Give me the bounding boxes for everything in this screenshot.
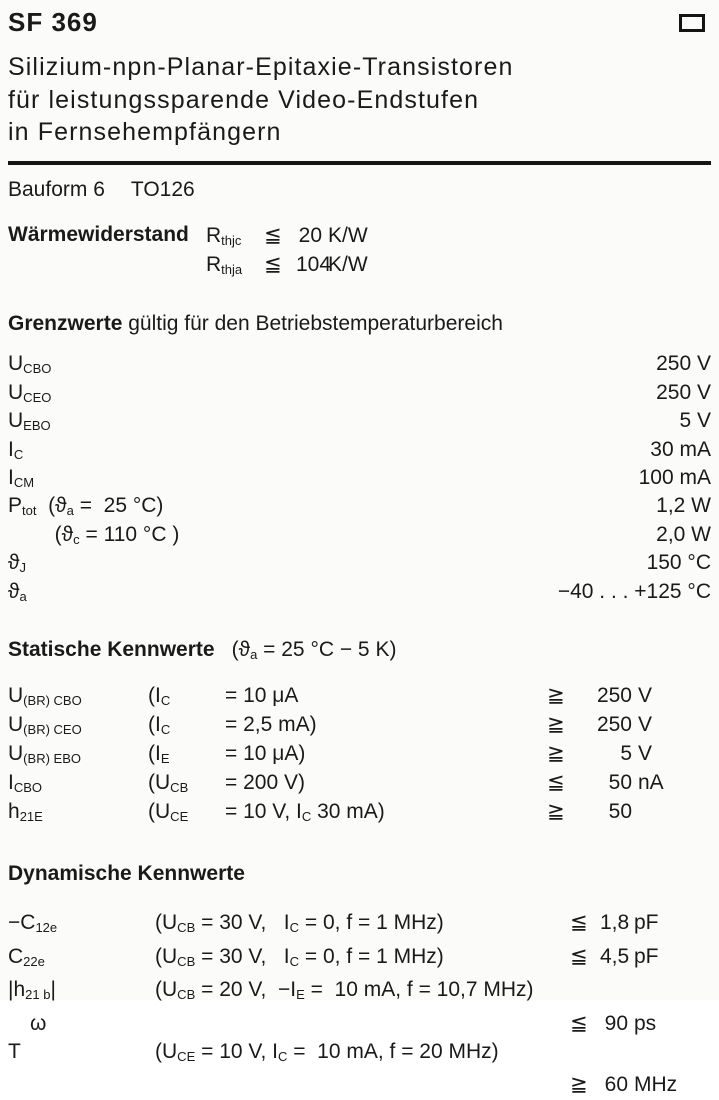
limits-heading-bold: Grenzwerte <box>8 312 123 336</box>
param-symbol: $C_{22e}$ <box>8 944 45 969</box>
param-symbol: $U_{(BR) CBO}$ <box>8 684 82 709</box>
thermal-label: Wärmewiderstand <box>8 222 189 246</box>
table-row <box>8 580 711 608</box>
table-row <box>8 800 711 829</box>
param-symbol: $R_{thja}$ <box>206 253 243 278</box>
value-unit: K/W <box>328 223 368 247</box>
param-symbol: ω <box>30 1011 47 1035</box>
value-unit: V <box>638 741 653 765</box>
package-row <box>8 178 711 202</box>
table-row <box>8 742 711 771</box>
value-number <box>600 976 628 1009</box>
table-row <box>8 1071 711 1100</box>
relation-sign: ≧ <box>547 799 565 823</box>
value-unit: MHz <box>634 1073 678 1097</box>
table-row <box>8 684 711 713</box>
condition-value: = 10 V, $I_C$ 30 mA) <box>225 799 385 824</box>
condition: ($U_{CE} = 10$ V, $I_C = 10$ mA, f = 20 MHz) <box>155 1040 499 1064</box>
table-row <box>8 494 711 522</box>
param-symbol: $ϑ_J$ <box>8 551 26 576</box>
description-line: Silizium-npn-Planar-Epitaxie-Transistoren <box>8 53 514 81</box>
static-table <box>8 684 711 828</box>
table-row <box>8 976 711 1009</box>
condition <box>155 1071 570 1100</box>
relation-sign: ≧ <box>547 741 565 765</box>
value-number: 20 <box>298 223 322 247</box>
value-number: 250 <box>596 684 632 708</box>
condition: ($U_{CB} = 30$ V, $I_C = 0$, f = 1 MHz) <box>155 911 444 936</box>
condition-value: = 200 V) <box>225 770 305 794</box>
value-number: 90 <box>604 1011 628 1035</box>
page-title: SF 369 <box>8 7 98 37</box>
param-symbol: $|h_{21 b}|$ <box>8 978 56 1003</box>
value-number: 4,5 <box>600 944 630 968</box>
relation-sign: ≦ <box>264 253 282 277</box>
value: 1,2 W <box>656 494 711 518</box>
table-row <box>8 466 711 494</box>
table-row <box>8 438 711 466</box>
value-number: 104 <box>296 253 332 277</box>
param-symbol: $-C_{12e}$ <box>8 911 58 936</box>
relation-sign: ≧ <box>570 1073 588 1097</box>
value-number: 60 <box>604 1073 628 1097</box>
table-row <box>8 352 711 380</box>
relation-sign: ≦ <box>547 770 565 794</box>
relation-sign: ≦ <box>570 944 588 968</box>
condition-variable: ($I_E$ <box>148 741 170 766</box>
relation-sign: ≧ <box>547 713 565 737</box>
header <box>8 0 711 35</box>
description-line: in Fernsehempfängern <box>8 118 282 146</box>
value-unit: V <box>638 684 653 708</box>
value-unit: V <box>638 713 653 737</box>
table-row <box>206 252 368 282</box>
package-type: TO126 <box>130 177 195 201</box>
value: 2,0 W <box>656 522 711 546</box>
relation-sign: ≦ <box>264 223 282 247</box>
param-symbol: $I_C$ <box>8 437 24 462</box>
thermal-resistance-block <box>8 223 711 283</box>
table-row <box>8 1038 711 1071</box>
param-symbol: $U_{CEO}$ <box>8 380 52 405</box>
relation-sign <box>570 976 600 1009</box>
description-line: für leistungssparende Video-Endstufen <box>8 85 480 114</box>
static-heading <box>8 638 711 667</box>
condition-value: = 10 μA <box>225 684 299 708</box>
table-row <box>8 381 711 409</box>
limits-heading <box>8 312 711 336</box>
package-label: Bauform 6 <box>8 177 105 201</box>
param-symbol: $U_{(BR) EBO}$ <box>8 741 82 766</box>
value: 150 °C <box>646 551 711 575</box>
value-number: 50 <box>608 770 632 794</box>
param-symbol: $U_{CBO}$ <box>8 352 52 377</box>
relation-sign: ≦ <box>570 1011 588 1035</box>
relation-sign: ≦ <box>570 911 588 935</box>
param-symbol: $U_{EBO}$ <box>8 409 51 433</box>
value: 250 V <box>656 352 711 376</box>
condition-variable: ($U_{CB}$ <box>148 770 189 795</box>
static-heading-condition: ($ϑ_a = 25$ °C − 5 K) <box>231 638 397 663</box>
value-unit: nA <box>638 770 664 794</box>
divider <box>8 161 711 165</box>
value: 30 mA <box>650 437 711 461</box>
table-row <box>8 409 711 437</box>
value-unit: pF <box>634 911 659 935</box>
condition-variable: ($I_C$ <box>148 713 171 737</box>
corner-box-icon <box>679 14 705 32</box>
value-unit: K/W <box>328 253 368 277</box>
value-number <box>600 1038 628 1071</box>
condition-variable: ($U_{CE}$ <box>148 799 189 824</box>
condition-value: = 2,5 mA) <box>225 713 317 737</box>
param-symbol: $I_{CM}$ <box>8 466 35 490</box>
param-symbol: $P_{tot}$ ($ϑ_a = 25$ °C) <box>8 494 164 519</box>
device-description <box>8 51 711 149</box>
condition: ($U_{CB} = 20$ V, $-I_E = 10$ mA, f = 10,7 MHz) <box>155 978 534 1003</box>
dynamic-table <box>8 909 711 1099</box>
value-number: 5 <box>620 741 632 765</box>
thermal-rows <box>206 223 368 283</box>
value-number: 50 <box>608 799 632 823</box>
value-number: 250 <box>596 713 632 737</box>
param-symbol: T <box>8 1040 21 1064</box>
value: 5 V <box>679 409 711 433</box>
param-symbol: $ϑ_a$ <box>8 579 27 604</box>
condition-variable: ($I_C$ <box>148 684 171 709</box>
table-row <box>8 551 711 579</box>
value-unit: pF <box>634 944 659 968</box>
param-symbol: $R_{thjc}$ <box>206 223 242 248</box>
param-symbol: ($ϑ_c = 110$ °C ) <box>8 522 180 547</box>
param-symbol <box>8 1071 155 1100</box>
param-symbol: $I_{CBO}$ <box>8 770 43 795</box>
relation-sign: ≧ <box>547 684 565 708</box>
table-row <box>8 523 711 551</box>
limits-heading-rest: gültig für den Betriebstemperaturbereich <box>122 312 503 336</box>
condition <box>155 1010 570 1039</box>
relation-sign <box>570 1038 600 1071</box>
table-row <box>8 713 711 742</box>
value-number: 1,8 <box>600 911 630 935</box>
dynamic-heading: Dynamische Kennwerte <box>8 862 245 886</box>
limits-table <box>8 352 711 608</box>
value: −40 . . . +125 °C <box>557 579 711 603</box>
table-row <box>8 943 711 976</box>
param-symbol: $U_{(BR) CEO}$ <box>8 713 82 737</box>
table-row <box>206 223 368 253</box>
static-heading-bold: Statische Kennwerte <box>8 638 215 662</box>
table-row <box>8 1010 711 1039</box>
table-row <box>8 909 711 942</box>
param-symbol: $h_{21E}$ <box>8 799 43 824</box>
value: 100 mA <box>638 466 711 490</box>
value: 250 V <box>656 380 711 404</box>
condition-value: = 10 μA) <box>225 741 306 765</box>
condition: ($U_{CB} = 30$ V, $I_C = 0$, f = 1 MHz) <box>155 944 444 969</box>
value-unit: ps <box>634 1011 657 1035</box>
table-row <box>8 771 711 800</box>
